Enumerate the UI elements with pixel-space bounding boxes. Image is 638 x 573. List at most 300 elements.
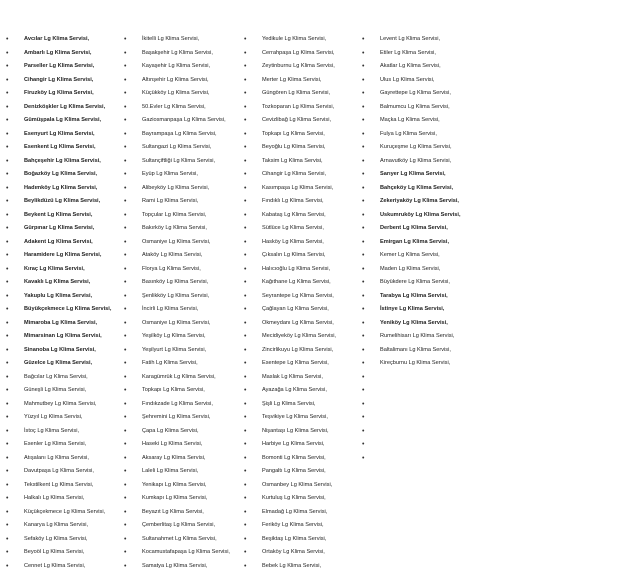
bullet-marker: • xyxy=(6,236,8,250)
list-item xyxy=(244,560,362,573)
list-item-text: Çemberlitaş Lg Klima Servisi, xyxy=(142,522,215,528)
list-item xyxy=(124,344,244,358)
list-item-text: Etiler Lg Klima Servisi, xyxy=(380,50,436,56)
bullet-marker: • xyxy=(124,33,126,47)
list-item xyxy=(244,87,362,101)
bullet-marker: • xyxy=(244,60,246,74)
bullet-marker: • xyxy=(362,182,364,196)
list-item xyxy=(124,425,244,439)
list-item-text: Topkapı Lg Klima Servisi, xyxy=(142,387,205,393)
list-item-text: Osmaniye Lg Klima Servisi, xyxy=(142,320,210,326)
bullet-marker: • xyxy=(124,546,126,560)
list-item xyxy=(6,128,124,142)
bullet-marker: • xyxy=(244,303,246,317)
bullet-marker: • xyxy=(362,344,364,358)
list-item xyxy=(124,60,244,74)
list-item-text: Bahçeşehir Lg Klima Servisi, xyxy=(24,158,101,164)
list-item xyxy=(6,290,124,304)
list-item-text: Teşvikiye Lg Klima Servisi, xyxy=(262,414,328,420)
list-item xyxy=(244,236,362,250)
bullet-marker: • xyxy=(124,371,126,385)
list-item xyxy=(362,209,502,223)
list-item xyxy=(244,141,362,155)
bullet-marker: • xyxy=(124,249,126,263)
bullet-marker: • xyxy=(6,290,8,304)
list-item xyxy=(244,74,362,88)
bullet-marker: • xyxy=(244,74,246,88)
list-item xyxy=(362,357,502,371)
bullet-marker: • xyxy=(124,560,126,573)
list-item xyxy=(124,438,244,452)
bullet-marker: • xyxy=(124,425,126,439)
list-item xyxy=(362,60,502,74)
list-item xyxy=(362,290,502,304)
list-item xyxy=(6,438,124,452)
list-item-text: Eyüp Lg Klima Servisi, xyxy=(142,171,198,177)
list-item xyxy=(124,155,244,169)
list-item xyxy=(244,479,362,493)
bullet-marker: • xyxy=(244,519,246,533)
list-item xyxy=(6,249,124,263)
list-item xyxy=(124,560,244,573)
list-item xyxy=(6,384,124,398)
list-item xyxy=(124,371,244,385)
bullet-marker: • xyxy=(6,141,8,155)
list-item-text: Fatih Lg Klima Servisi, xyxy=(142,360,198,366)
list-item-text: Kemer Lg Klima Servisi, xyxy=(380,252,440,258)
bullet-marker: • xyxy=(362,236,364,250)
list-item xyxy=(362,87,502,101)
bullet-marker: • xyxy=(244,398,246,412)
bullet-marker: • xyxy=(6,479,8,493)
list-item-text: Boğazköy Lg Klima Servisi, xyxy=(24,171,97,177)
list-item xyxy=(362,141,502,155)
list-item xyxy=(6,222,124,236)
list-item xyxy=(124,452,244,466)
bullet-marker: • xyxy=(6,33,8,47)
list-item-text: Hasköy Lg Klima Servisi, xyxy=(262,239,324,245)
list-item-text: Kağıthane Lg Klima Servisi, xyxy=(262,279,331,285)
list-item-text: Rumelihisarı Lg Klima Servisi, xyxy=(380,333,454,339)
list-item xyxy=(6,533,124,547)
list-item xyxy=(6,182,124,196)
list-item-text: Nişantaşı Lg Klima Servisi, xyxy=(262,428,329,434)
list-item-text: Sultangazi Lg Klima Servisi, xyxy=(142,144,211,150)
bullet-marker: • xyxy=(362,317,364,331)
bullet-marker: • xyxy=(6,276,8,290)
bullet-marker: • xyxy=(362,195,364,209)
list-item xyxy=(362,317,502,331)
list-item-text: Derbent Lg Klima Servisi, xyxy=(380,225,448,231)
list-item-text: Bebek Lg Klima Servisi, xyxy=(262,563,321,569)
list-item-text: Gümüşpala Lg Klima Servisi, xyxy=(24,117,101,123)
list-item xyxy=(6,276,124,290)
list-item xyxy=(6,33,124,47)
list-item xyxy=(362,128,502,142)
bullet-marker: • xyxy=(362,209,364,223)
list-item xyxy=(6,506,124,520)
bullet-marker: • xyxy=(244,168,246,182)
list-item xyxy=(362,303,502,317)
list-item xyxy=(362,74,502,88)
list-item xyxy=(124,546,244,560)
list-item-text: Maslak Lg Klima Servisi, xyxy=(262,374,323,380)
list-item-text: Basınköy Lg Klima Servisi, xyxy=(142,279,208,285)
bullet-marker: • xyxy=(244,330,246,344)
list-item-text: Yenikapı Lg Klima Servisi, xyxy=(142,482,206,488)
bullet-marker: • xyxy=(362,60,364,74)
list-item xyxy=(244,317,362,331)
bullet-marker: • xyxy=(6,425,8,439)
list-item-text: İstoç Lg Klima Servisi, xyxy=(24,428,79,434)
list-item-text: Yeniköy Lg Klima Servisi, xyxy=(380,320,448,326)
list-item-text: Şişli Lg Klima Servisi, xyxy=(262,401,315,407)
list-item xyxy=(124,168,244,182)
list-item xyxy=(124,411,244,425)
list-item xyxy=(6,546,124,560)
list-item-text: Kanarya Lg Klima Servisi, xyxy=(24,522,88,528)
list-item xyxy=(124,533,244,547)
list-item xyxy=(244,492,362,506)
list-item-text: Gayrettepe Lg Klima Servisi, xyxy=(380,90,451,96)
bullet-marker: • xyxy=(124,465,126,479)
list-item xyxy=(124,236,244,250)
list-item-text: Cevizlibağ Lg Klima Servisi, xyxy=(262,117,331,123)
list-item-text: Güzelce Lg Klima Servisi, xyxy=(24,360,92,366)
bullet-marker: • xyxy=(124,114,126,128)
list-item-text: Tozkoparan Lg Klima Servisi, xyxy=(262,104,334,110)
list-item xyxy=(6,465,124,479)
list-item-text: Aksaray Lg Klima Servisi, xyxy=(142,455,205,461)
list-item xyxy=(362,195,502,209)
bullet-marker: • xyxy=(124,209,126,223)
list-item xyxy=(6,344,124,358)
list-item-text: Adakent Lg Klima Servisi, xyxy=(24,239,93,245)
bullet-marker: • xyxy=(6,519,8,533)
list-item xyxy=(362,263,502,277)
list-item xyxy=(6,101,124,115)
list-item xyxy=(124,87,244,101)
bullet-marker: • xyxy=(244,128,246,142)
bullet-marker: • xyxy=(124,317,126,331)
list-item-text: Halkalı Lg Klima Servisi, xyxy=(24,495,84,501)
list-item xyxy=(6,303,124,317)
list-item xyxy=(6,141,124,155)
list-item-text: Kıraç Lg Klima Servisi, xyxy=(24,266,85,272)
list-item xyxy=(244,128,362,142)
list-item-text: Feriköy Lg Klima Servisi, xyxy=(262,522,324,528)
list-item xyxy=(244,209,362,223)
bullet-marker: • xyxy=(362,222,364,236)
list-item xyxy=(244,276,362,290)
bullet-marker: • xyxy=(124,47,126,61)
list-item xyxy=(6,263,124,277)
list-item-text: Mimarsinan Lg Klima Servisi, xyxy=(24,333,102,339)
bullet-marker: • xyxy=(6,249,8,263)
list-item-text: Küçükçekmece Lg Klima Servisi, xyxy=(24,509,105,515)
list-item-text: Cihangir Lg Klima Servisi, xyxy=(24,77,93,83)
list-item xyxy=(124,492,244,506)
list-item xyxy=(6,74,124,88)
bullet-marker: • xyxy=(124,452,126,466)
bullet-marker: • xyxy=(124,533,126,547)
list-item-text: Pangaltı Lg Klima Servisi, xyxy=(262,468,326,474)
list-item xyxy=(244,155,362,169)
bullet-marker: • xyxy=(362,384,364,398)
district-list-column-3 xyxy=(244,33,362,573)
list-item-text: Çağlayan Lg Klima Servisi, xyxy=(262,306,329,312)
bullet-marker: • xyxy=(6,263,8,277)
list-item-text: Büyükçekmece Lg Klima Servisi, xyxy=(24,306,111,312)
bullet-marker: • xyxy=(244,141,246,155)
list-item-text: Mimarobа Lg Klima Servisi, xyxy=(24,320,97,326)
bullet-marker: • xyxy=(124,155,126,169)
bullet-marker: • xyxy=(362,101,364,115)
list-item-text: Seyrantepe Lg Klima Servisi, xyxy=(262,293,334,299)
bullet-marker: • xyxy=(124,290,126,304)
list-item-text: Mahmutbey Lg Klima Servisi, xyxy=(24,401,96,407)
list-item xyxy=(6,357,124,371)
list-item xyxy=(124,209,244,223)
list-item xyxy=(362,155,502,169)
list-item-text: Avcılar Lg Klima Servisi, xyxy=(24,36,89,42)
list-item xyxy=(124,33,244,47)
bullet-marker: • xyxy=(362,276,364,290)
list-item-text: Balmumcu Lg Klima Servisi, xyxy=(380,104,450,110)
bullet-marker: • xyxy=(244,506,246,520)
list-item-text: Kavaklı Lg Klima Servisi, xyxy=(24,279,90,285)
list-item-text: Küçükköy Lg Klima Servisi, xyxy=(142,90,209,96)
list-item xyxy=(362,249,502,263)
list-item-text: İkitelli Lg Klima Servisi, xyxy=(142,36,199,42)
list-item-text: Zeytinburnu Lg Klima Servisi, xyxy=(262,63,335,69)
list-item-text: 50.Evler Lg Klima Servisi, xyxy=(142,104,206,110)
list-item-text: Başakşehir Lg Klima Servisi, xyxy=(142,50,213,56)
bullet-marker: • xyxy=(244,290,246,304)
list-item xyxy=(124,506,244,520)
bullet-marker: • xyxy=(124,276,126,290)
list-item-text: Merter Lg Klima Servisi, xyxy=(262,77,321,83)
list-item-text: Beykent Lg Klima Servisi, xyxy=(24,212,92,218)
bullet-marker: • xyxy=(244,182,246,196)
list-item-text: Maçka Lg Klima Servisi, xyxy=(380,117,440,123)
list-item xyxy=(362,411,502,425)
bullet-marker: • xyxy=(6,60,8,74)
list-item xyxy=(244,60,362,74)
list-item xyxy=(362,438,502,452)
list-item-text: Bomonti Lg Klima Servisi, xyxy=(262,455,326,461)
list-item-text: Haramidere Lg Klima Servisi, xyxy=(24,252,101,258)
list-item-text: Firuzköy Lg Klima Servisi, xyxy=(24,90,94,96)
list-item xyxy=(362,330,502,344)
list-item xyxy=(124,47,244,61)
list-item xyxy=(6,87,124,101)
list-item xyxy=(6,155,124,169)
bullet-marker: • xyxy=(244,101,246,115)
list-item xyxy=(124,465,244,479)
bullet-marker: • xyxy=(6,47,8,61)
list-item xyxy=(244,47,362,61)
list-item xyxy=(244,168,362,182)
list-item xyxy=(362,425,502,439)
list-item xyxy=(362,384,502,398)
list-item xyxy=(244,101,362,115)
list-item xyxy=(6,425,124,439)
list-item-text: Kayaşehir Lg Klima Servisi, xyxy=(142,63,210,69)
list-item-text: Topçular Lg Klima Servisi, xyxy=(142,212,206,218)
list-item xyxy=(124,263,244,277)
bullet-marker: • xyxy=(6,330,8,344)
list-item-text: Fındıkzade Lg Klima Servisi, xyxy=(142,401,213,407)
bullet-marker: • xyxy=(244,357,246,371)
bullet-marker: • xyxy=(362,330,364,344)
bullet-marker: • xyxy=(244,276,246,290)
list-item xyxy=(124,479,244,493)
list-item xyxy=(6,371,124,385)
list-item xyxy=(244,546,362,560)
list-item-text: Mecidiyeköy Lg Klima Servisi, xyxy=(262,333,336,339)
list-item xyxy=(244,182,362,196)
list-item xyxy=(124,222,244,236)
list-item-text: Güngören Lg Klima Servisi, xyxy=(262,90,330,96)
list-item xyxy=(244,411,362,425)
list-item-text: Ortaköy Lg Klima Servisi, xyxy=(262,549,325,555)
list-item-text: Topkapı Lg Klima Servisi, xyxy=(262,131,325,137)
bullet-marker: • xyxy=(124,128,126,142)
list-item xyxy=(124,276,244,290)
list-item xyxy=(124,128,244,142)
bullet-marker: • xyxy=(6,222,8,236)
bullet-marker: • xyxy=(244,479,246,493)
bullet-marker: • xyxy=(244,114,246,128)
list-item xyxy=(244,222,362,236)
list-item-text: Osmaniye Lg Klima Servisi, xyxy=(142,239,210,245)
list-item xyxy=(244,425,362,439)
list-item-text: Zekeriyaköy Lg Klima Servisi, xyxy=(380,198,459,204)
bullet-marker: • xyxy=(124,384,126,398)
district-list-column-2 xyxy=(124,33,244,573)
list-item-text: Tekstilkent Lg Klima Servisi, xyxy=(24,482,93,488)
list-item xyxy=(6,519,124,533)
list-item-text: Karagümrük Lg Klima Servisi, xyxy=(142,374,216,380)
bullet-marker: • xyxy=(244,222,246,236)
list-item-text: Beylikdüzü Lg Klima Servisi, xyxy=(24,198,100,204)
list-item-text: Harbiye Lg Klima Servisi, xyxy=(262,441,325,447)
bullet-marker: • xyxy=(124,438,126,452)
list-item-text: Bağcılar Lg Klima Servisi, xyxy=(24,374,88,380)
list-item xyxy=(244,263,362,277)
list-item xyxy=(244,330,362,344)
list-item xyxy=(362,371,502,385)
list-item xyxy=(124,101,244,115)
list-item-text: Rami Lg Klima Servisi, xyxy=(142,198,198,204)
bullet-marker: • xyxy=(362,114,364,128)
list-item xyxy=(6,479,124,493)
list-item-text: Esentepe Lg Klima Servisi, xyxy=(262,360,329,366)
bullet-marker: • xyxy=(6,533,8,547)
list-item-text: Atışalanı Lg Klima Servisi, xyxy=(24,455,89,461)
list-item xyxy=(362,398,502,412)
bullet-marker: • xyxy=(124,411,126,425)
list-item xyxy=(6,114,124,128)
list-item-text: Esenler Lg Klima Servisi, xyxy=(24,441,86,447)
list-item xyxy=(362,114,502,128)
list-item-text: Haseki Lg Klima Servisi, xyxy=(142,441,202,447)
list-item-text: Büyükdere Lg Klima Servisi, xyxy=(380,279,450,285)
bullet-marker: • xyxy=(244,371,246,385)
bullet-marker: • xyxy=(362,357,364,371)
bullet-marker: • xyxy=(124,506,126,520)
list-item xyxy=(362,33,502,47)
bullet-marker: • xyxy=(362,87,364,101)
bullet-marker: • xyxy=(244,33,246,47)
list-item xyxy=(124,303,244,317)
list-item-text: Kuruçeşme Lg Klima Servisi, xyxy=(380,144,452,150)
list-item-text: Halıcıoğlu Lg Klima Servisi, xyxy=(262,266,330,272)
bullet-marker: • xyxy=(244,155,246,169)
bullet-marker: • xyxy=(124,195,126,209)
bullet-marker: • xyxy=(124,330,126,344)
bullet-marker: • xyxy=(362,452,364,466)
list-item-text: Laleli Lg Klima Servisi, xyxy=(142,468,198,474)
bullet-marker: • xyxy=(124,519,126,533)
list-item-text: Ambarlı Lg Klima Servisi, xyxy=(24,50,91,56)
list-item xyxy=(362,168,502,182)
list-item xyxy=(124,114,244,128)
bullet-marker: • xyxy=(6,371,8,385)
bullet-marker: • xyxy=(362,128,364,142)
bullet-marker: • xyxy=(244,546,246,560)
list-item-text: Kireçburnu Lg Klima Servisi, xyxy=(380,360,450,366)
bullet-marker: • xyxy=(244,236,246,250)
list-item xyxy=(124,195,244,209)
list-item-text: İstinye Lg Klima Servisi, xyxy=(380,306,444,312)
list-item-text: Hadımköy Lg Klima Servisi, xyxy=(24,185,97,191)
list-item xyxy=(6,168,124,182)
bullet-marker: • xyxy=(6,101,8,115)
bullet-marker: • xyxy=(244,560,246,573)
list-item-text: Cennet Lg Klima Servisi, xyxy=(24,563,85,569)
bullet-marker: • xyxy=(244,533,246,547)
bullet-marker: • xyxy=(6,411,8,425)
list-item xyxy=(6,60,124,74)
list-item-text: Yedikule Lg Klima Servisi, xyxy=(262,36,326,42)
bullet-marker: • xyxy=(6,398,8,412)
bullet-marker: • xyxy=(6,128,8,142)
bullet-marker: • xyxy=(244,492,246,506)
bullet-marker: • xyxy=(362,141,364,155)
bullet-marker: • xyxy=(124,182,126,196)
list-item xyxy=(6,398,124,412)
list-item-text: Sütlüce Lg Klima Servisi, xyxy=(262,225,324,231)
bullet-marker: • xyxy=(6,492,8,506)
bullet-marker: • xyxy=(244,317,246,331)
list-item xyxy=(124,398,244,412)
bullet-marker: • xyxy=(244,438,246,452)
list-item xyxy=(6,47,124,61)
list-item-text: Beyoğlu Lg Klima Servisi, xyxy=(262,144,325,150)
list-item xyxy=(362,222,502,236)
list-item xyxy=(124,519,244,533)
list-item-text: Yakuplu Lg Klima Servisi, xyxy=(24,293,92,299)
bullet-marker: • xyxy=(124,479,126,493)
bullet-marker: • xyxy=(124,492,126,506)
bullet-marker: • xyxy=(6,465,8,479)
bullet-marker: • xyxy=(362,371,364,385)
bullet-marker: • xyxy=(124,236,126,250)
list-item-text: Zincirlikuyu Lg Klima Servisi, xyxy=(262,347,333,353)
list-item xyxy=(244,344,362,358)
